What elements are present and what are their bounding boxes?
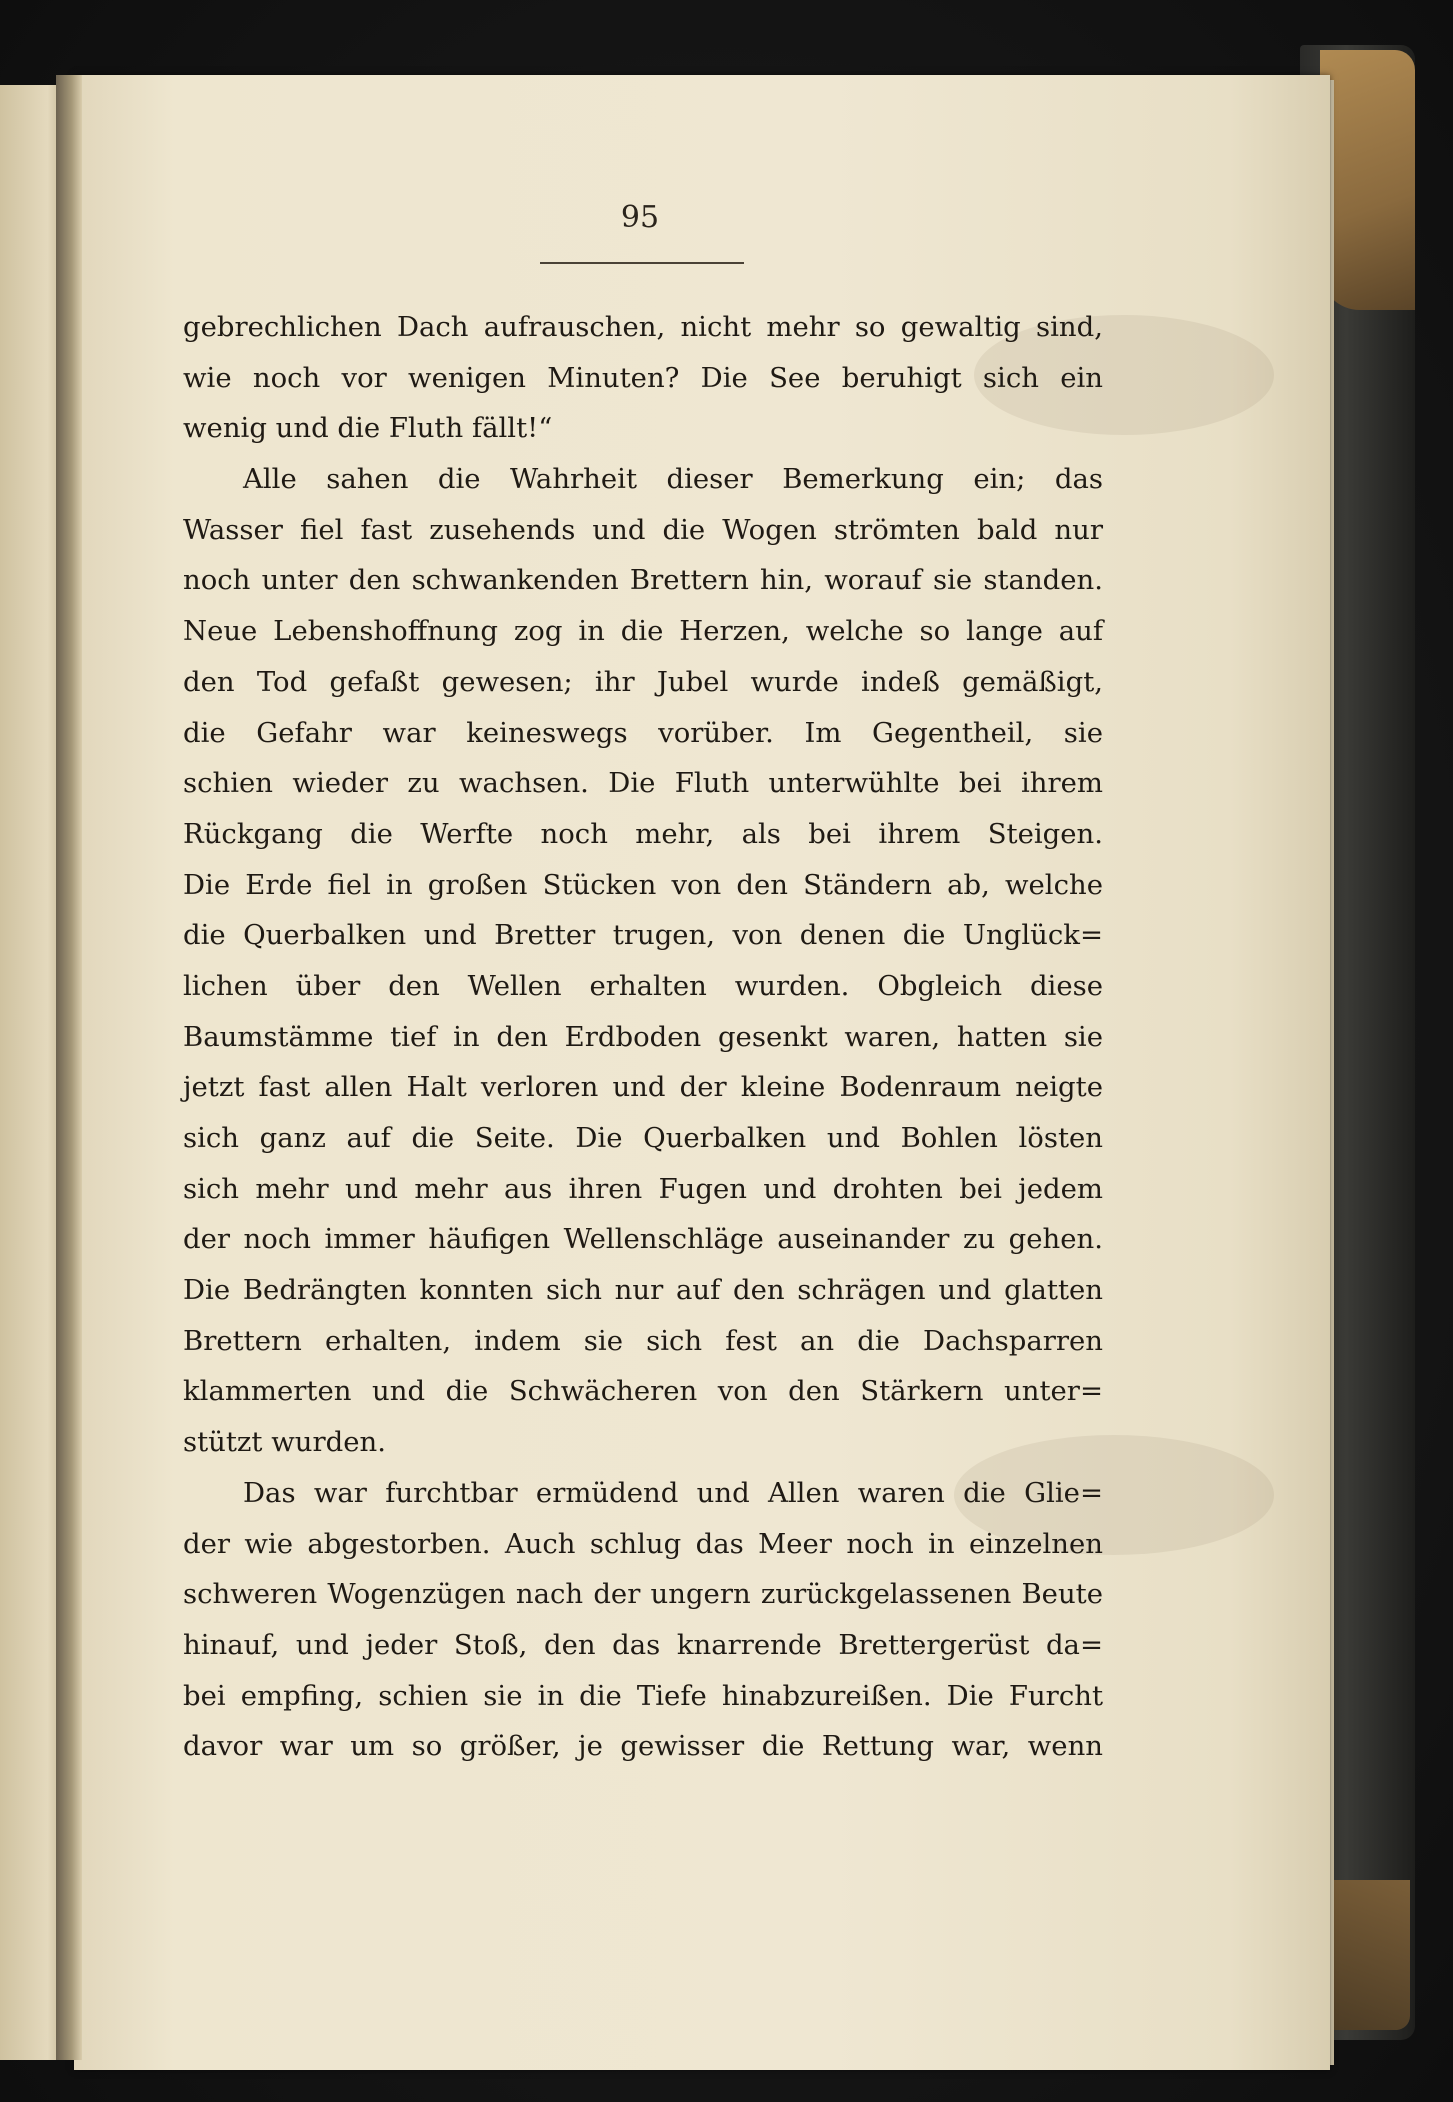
- text-line: Die Bedrängten konnten sich nur auf den schrägen und glatten: [183, 1274, 1103, 1307]
- text-line: der noch immer häufigen Wellenschläge auseinander zu gehen.: [183, 1223, 1103, 1256]
- header-rule: [540, 262, 744, 264]
- text-line: den Tod gefaßt gewesen; ihr Jubel wurde indeß gemäßigt,: [183, 665, 1103, 698]
- text-line: lichen über den Wellen erhalten wurden. Obgleich diese: [183, 969, 1103, 1002]
- text-line: schweren Wogenzügen nach der ungern zurückgelassenen Beute: [183, 1578, 1103, 1611]
- text-line: Brettern erhalten, indem sie sich fest an die Dachsparren: [183, 1324, 1103, 1357]
- text-line: schien wieder zu wachsen. Die Fluth unterwühlte bei ihrem: [183, 767, 1103, 800]
- text-line: stützt wurden.: [183, 1426, 386, 1459]
- text-line: davor war um so größer, je gewisser die Rettung war, wenn: [183, 1730, 1103, 1763]
- page-number: 95: [620, 200, 660, 235]
- text-line: wenig und die Fluth fällt!“: [183, 412, 553, 445]
- text-line: Neue Lebenshoffnung zog in die Herzen, welche so lange auf: [183, 615, 1103, 648]
- text-line: Das war furchtbar ermüdend und Allen waren die Glie=: [243, 1476, 1103, 1509]
- text-line: Alle sahen die Wahrheit dieser Bemerkung ein; das: [243, 463, 1103, 496]
- text-line: hinauf, und jeder Stoß, den das knarrende Brettergerüst da=: [183, 1628, 1103, 1661]
- text-line: Rückgang die Werfte noch mehr, als bei ihrem Steigen.: [183, 817, 1103, 850]
- text-line: die Querbalken und Bretter trugen, von denen die Unglück=: [183, 919, 1103, 952]
- text-line: sich mehr und mehr aus ihren Fugen und drohten bei jedem: [183, 1172, 1103, 1205]
- text-line: bei empfing, schien sie in die Tiefe hinabzureißen. Die Furcht: [183, 1679, 1103, 1712]
- text-line: klammerten und die Schwächeren von den Stärkern unter=: [183, 1375, 1103, 1408]
- text-line: wie noch vor wenigen Minuten? Die See beruhigt sich ein: [183, 361, 1103, 394]
- text-line: noch unter den schwankenden Brettern hin, worauf sie standen.: [183, 564, 1103, 597]
- text-line: sich ganz auf die Seite. Die Querbalken und Bohlen lösten: [183, 1122, 1103, 1154]
- text-line: jetzt fast allen Halt verloren und der kleine Bodenraum neigte: [183, 1071, 1103, 1104]
- cover-corner-top: [1320, 50, 1415, 310]
- text-line: Die Erde fiel in großen Stücken von den Ständern ab, welche: [183, 868, 1103, 901]
- text-line: Wasser fiel fast zusehends und die Wogen strömten bald nur: [183, 513, 1103, 546]
- text-line: der wie abgestorben. Auch schlug das Meer noch in einzelnen: [183, 1527, 1103, 1560]
- text-line: Baumstämme tief in den Erdboden gesenkt waren, hatten sie: [183, 1020, 1103, 1053]
- book-gutter: [56, 75, 82, 2060]
- text-line: gebrechlichen Dach aufrauschen, nicht mehr so gewaltig sind,: [183, 311, 1103, 343]
- body-text: [183, 302, 1103, 1772]
- text-line: die Gefahr war keineswegs vorüber. Im Gegentheil, sie: [183, 716, 1103, 749]
